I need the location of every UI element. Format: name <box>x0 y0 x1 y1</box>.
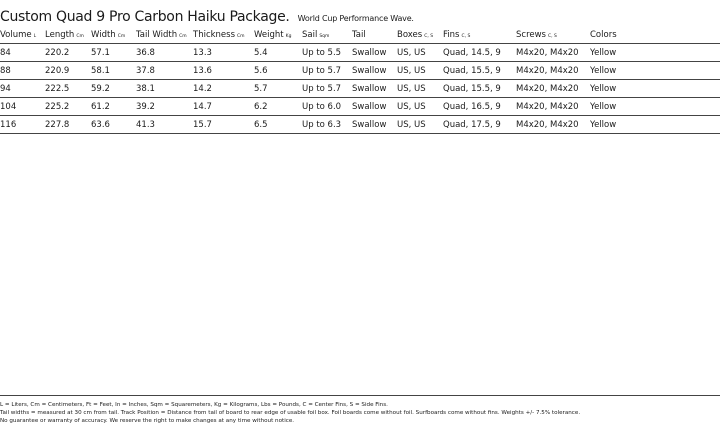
cell-weight: 5.7 <box>254 80 302 98</box>
column-header-width: Width Cm <box>91 29 126 40</box>
cell-thickness: 13.3 <box>193 44 254 62</box>
column-header-tail: Tail <box>352 29 366 40</box>
cell-length: 227.8 <box>45 116 91 134</box>
cell-length: 220.2 <box>45 44 91 62</box>
column-header-screws: Screws C, S <box>516 29 557 40</box>
cell-sail: Up to 5.7 <box>302 80 352 98</box>
footnote-disclaimer: No guarantee or warranty of accuracy. We reserve the right to make changes at any time without notice. <box>0 418 295 424</box>
cell-boxes: US, US <box>397 116 443 134</box>
table-row <box>0 44 720 62</box>
cell-boxes: US, US <box>397 98 443 116</box>
cell-screws: M4x20, M4x20 <box>516 44 590 62</box>
footnote-measurements: Tail widths = measured at 30 cm from tail. Track Position = Distance from tail of board to rear edge of usable foil box. Foil boards come without foil. Surfboards come without fins. Weights +/- 7.5% tolerance. <box>0 410 581 416</box>
cell-screws: M4x20, M4x20 <box>516 98 590 116</box>
specs-table <box>0 26 720 134</box>
cell-tail: Swallow <box>352 44 397 62</box>
cell-boxes: US, US <box>397 44 443 62</box>
table-row <box>0 62 720 80</box>
cell-sail: Up to 6.0 <box>302 98 352 116</box>
column-header-tail-width: Tail Width Cm <box>136 29 187 40</box>
cell-length: 225.2 <box>45 98 91 116</box>
cell-screws: M4x20, M4x20 <box>516 80 590 98</box>
table-row <box>0 80 720 98</box>
column-header-boxes: Boxes C, S <box>397 29 434 40</box>
cell-volume: 116 <box>0 116 45 134</box>
column-header-fins: Fins C, S <box>443 29 471 40</box>
cell-tail-width: 38.1 <box>136 80 193 98</box>
cell-weight: 5.4 <box>254 44 302 62</box>
cell-colors: Yellow <box>590 44 720 62</box>
cell-thickness: 15.7 <box>193 116 254 134</box>
table-row <box>0 98 720 116</box>
cell-width: 59.2 <box>91 80 136 98</box>
header-row <box>0 26 720 44</box>
cell-tail-width: 41.3 <box>136 116 193 134</box>
cell-thickness: 14.7 <box>193 98 254 116</box>
cell-volume: 84 <box>0 44 45 62</box>
page-title <box>0 6 414 25</box>
title-main: Custom Quad 9 Pro Carbon Haiku Package. <box>0 9 290 25</box>
column-header-length: Length Cm <box>45 29 84 40</box>
cell-screws: M4x20, M4x20 <box>516 62 590 80</box>
column-header-colors: Colors <box>590 29 617 40</box>
cell-boxes: US, US <box>397 80 443 98</box>
cell-tail: Swallow <box>352 62 397 80</box>
cell-colors: Yellow <box>590 62 720 80</box>
cell-volume: 94 <box>0 80 45 98</box>
cell-screws: M4x20, M4x20 <box>516 116 590 134</box>
cell-sail: Up to 6.3 <box>302 116 352 134</box>
cell-thickness: 13.6 <box>193 62 254 80</box>
cell-fins: Quad, 17.5, 9 <box>443 116 516 134</box>
cell-tail: Swallow <box>352 116 397 134</box>
cell-weight: 5.6 <box>254 62 302 80</box>
cell-fins: Quad, 15.5, 9 <box>443 62 516 80</box>
footnotes <box>0 395 720 425</box>
cell-tail: Swallow <box>352 98 397 116</box>
cell-boxes: US, US <box>397 62 443 80</box>
cell-sail: Up to 5.7 <box>302 62 352 80</box>
footnote-abbreviations: L = Liters, Cm = Centimeters, Ft = Feet, In = Inches, Sqm = Squaremeters, Kg = Kilograms, Lbs = Pounds, C = Center Fins, S = Side Fins. <box>0 402 388 408</box>
cell-colors: Yellow <box>590 116 720 134</box>
column-header-volume: Volume L <box>0 29 37 40</box>
cell-length: 222.5 <box>45 80 91 98</box>
cell-width: 61.2 <box>91 98 136 116</box>
table-row <box>0 116 720 134</box>
cell-tail-width: 36.8 <box>136 44 193 62</box>
cell-length: 220.9 <box>45 62 91 80</box>
column-header-weight: Weight Kg <box>254 29 292 40</box>
cell-width: 57.1 <box>91 44 136 62</box>
column-header-thickness: Thickness Cm <box>193 29 245 40</box>
column-header-sail: Sail Sqm <box>302 29 330 40</box>
cell-volume: 88 <box>0 62 45 80</box>
cell-weight: 6.5 <box>254 116 302 134</box>
cell-tail-width: 37.8 <box>136 62 193 80</box>
cell-volume: 104 <box>0 98 45 116</box>
cell-width: 63.6 <box>91 116 136 134</box>
cell-fins: Quad, 14.5, 9 <box>443 44 516 62</box>
title-subtitle: World Cup Performance Wave. <box>297 14 414 23</box>
cell-tail: Swallow <box>352 80 397 98</box>
cell-width: 58.1 <box>91 62 136 80</box>
cell-fins: Quad, 16.5, 9 <box>443 98 516 116</box>
cell-thickness: 14.2 <box>193 80 254 98</box>
cell-colors: Yellow <box>590 98 720 116</box>
cell-sail: Up to 5.5 <box>302 44 352 62</box>
cell-tail-width: 39.2 <box>136 98 193 116</box>
cell-colors: Yellow <box>590 80 720 98</box>
cell-weight: 6.2 <box>254 98 302 116</box>
cell-fins: Quad, 15.5, 9 <box>443 80 516 98</box>
